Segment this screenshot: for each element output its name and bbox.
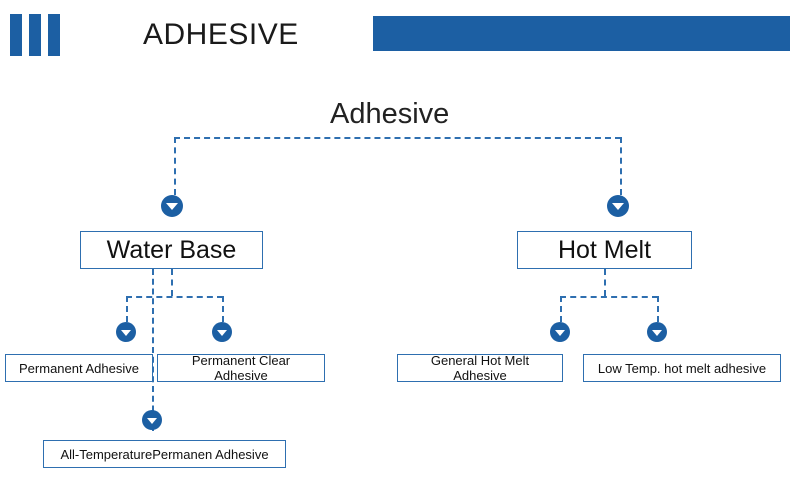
chevron-down-arrow-icon-alltemp: [142, 410, 162, 430]
node-general-hot-melt-adhesive[interactable]: [397, 354, 563, 382]
connector-waterbase-horizontal: [126, 296, 223, 298]
chevron-down-arrow-icon-general-hotmelt: [550, 322, 570, 342]
chevron-down-arrow-icon-lowtemp: [647, 322, 667, 342]
node-all-temperature-adhesive[interactable]: [43, 440, 286, 468]
connector-root-to-hotmelt: [620, 137, 622, 195]
connector-hotmelt-stem: [604, 269, 606, 296]
node-permanent-adhesive-label: Permanent Adhesive: [19, 360, 139, 376]
connector-waterbase-to-permanent: [126, 296, 128, 322]
connector-hotmelt-to-general: [560, 296, 562, 322]
chevron-down-arrow-icon-permanent-clear: [212, 322, 232, 342]
node-water-base-label: Water Base: [106, 235, 237, 264]
page-title: ADHESIVE: [143, 18, 299, 51]
node-hot-melt-label: Hot Melt: [557, 235, 652, 264]
connector-waterbase-to-permanent-clear: [222, 296, 224, 322]
header-bar-3: [48, 14, 60, 56]
node-all-temperature-adhesive-label: All-TemperaturePermanen Adhesive: [60, 446, 269, 462]
node-general-hot-melt-adhesive-label: General Hot Melt Adhesive: [430, 353, 530, 383]
chevron-down-arrow-icon-waterbase: [161, 195, 183, 217]
node-low-temp-hot-melt-adhesive[interactable]: [583, 354, 781, 382]
header-bars: [10, 14, 60, 56]
chevron-down-arrow-icon-hotmelt: [607, 195, 629, 217]
node-permanent-clear-adhesive[interactable]: [157, 354, 325, 382]
node-low-temp-hot-melt-adhesive-label: Low Temp. hot melt adhesive: [597, 360, 767, 376]
connector-root-horizontal: [174, 137, 621, 139]
node-hot-melt[interactable]: [517, 231, 692, 269]
connector-hotmelt-to-lowtemp: [657, 296, 659, 322]
header-accent-block: [373, 16, 790, 51]
node-water-base[interactable]: [80, 231, 263, 269]
connector-root-to-waterbase: [174, 137, 176, 195]
connector-waterbase-stem: [171, 269, 173, 296]
chevron-down-arrow-icon-permanent: [116, 322, 136, 342]
connector-waterbase-to-alltemp: [152, 269, 154, 431]
connector-hotmelt-horizontal: [560, 296, 658, 298]
node-permanent-adhesive[interactable]: [5, 354, 153, 382]
root-node-label: Adhesive: [330, 98, 450, 130]
header-bar-2: [29, 14, 41, 56]
node-permanent-clear-adhesive-label: Permanent Clear Adhesive: [191, 353, 291, 383]
header-bar-1: [10, 14, 22, 56]
